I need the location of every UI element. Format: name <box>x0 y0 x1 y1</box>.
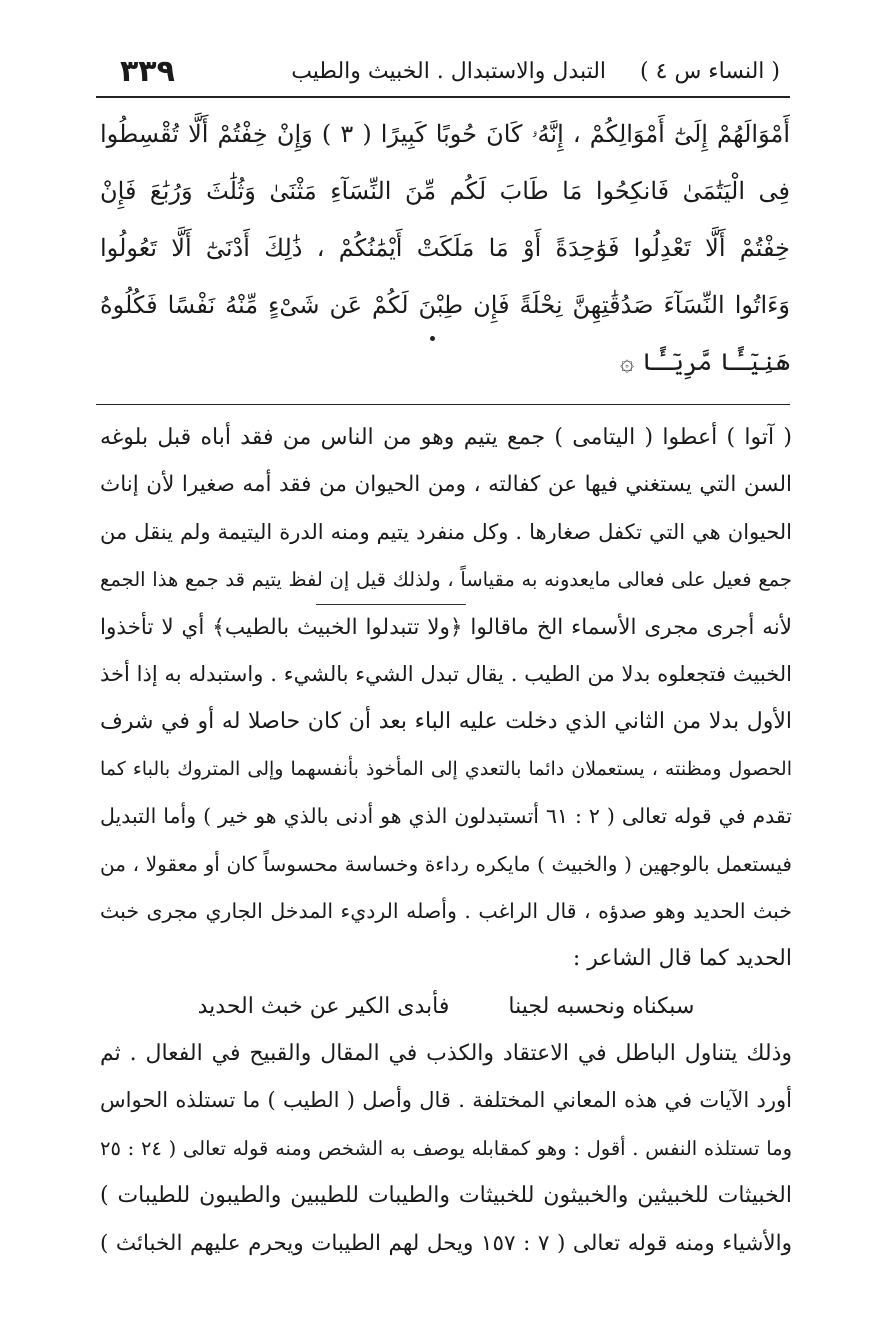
page-topic: التبدل والاستبدال . الخبيث والطيب <box>291 58 607 84</box>
verse-line: وَءَاتُوا النِّسَآءَ صَدُقَٰتِهِنَّ نِحْلَةً فَإِن طِبْنَ لَكُمْ عَن شَىْءٍ مِّنْهُ نَفْسًا فَكُلُوهُ <box>100 291 790 319</box>
commentary-line: الخبيث فتجعلوه بدلا من الطيب . يقال تبدل الشيء بالشيء . واستبدله به إذا أخذ <box>100 661 792 686</box>
commentary-line: وما تستلذه النفس . أقول : وهو كمقابله يوصف به الشخص ومنه قوله تعالى ( ٢٤ : ٢٥ <box>100 1136 792 1160</box>
poem-verse <box>100 983 792 1030</box>
verse-line: هَنِيٓـًٔا مَّرِيٓـًٔا ۞ <box>620 348 790 376</box>
commentary-line: الخبيثات للخبيثين والخبيثون للخبيثات والطيبات للطيبين والطيبون للطيبات ) <box>100 1183 792 1209</box>
surah-reference: ( النساء س ٤ ) <box>640 58 780 84</box>
verse-commentary-divider <box>96 404 790 405</box>
commentary-line: وذلك يتناول الباطل في الاعتقاد والكذب في المقال والقبيح في الفعال . ثم <box>100 1041 792 1067</box>
running-header <box>120 52 780 90</box>
header-rule <box>96 96 790 98</box>
verse-line: أَمْوَالَهُمْ إِلَىٰٓ أَمْوَالِكُمْ ، إِنَّهُۥ كَانَ حُوبًا كَبِيرًا ( ٣ ) وَإِنْ خِفْتُمْ أَلَّا تُقْسِطُوا <box>100 120 790 148</box>
commentary-line: أورد الآيات في هذه المعاني المختلفة . قال وأصل ( الطيب ) ما تستلذه الحواس <box>100 1088 792 1113</box>
commentary-line: الأول بدلا من الثاني الذي دخلت عليه الباء بعد أن كان حاصلا له أو في شرف <box>100 709 792 735</box>
verse-line: خِفْتُمْ أَلَّا تَعْدِلُوا فَوَٰحِدَةً أَوْ مَا مَلَكَتْ أَيْمَٰنُكُمْ ، ذَٰلِكَ أَدْنَىٰٓ أَلَّا تَعُولُوا <box>100 234 790 262</box>
commentary-line: جمع فعيل على فعالى مايعدونه به مقياساً ، ولذلك قيل إن لفظ يتيم قد جمع هذا الجمع <box>100 568 792 592</box>
commentary-line: السن التي يستغني فيها عن كفالته ، ومن الحيوان من فقد أمه صغيرا لأن إناث <box>100 472 792 498</box>
quoted-verse-underline <box>316 604 466 605</box>
verse-line: فِى الْيَتَٰمَىٰ فَانكِحُوا مَا طَابَ لَكُم مِّنَ النِّسَآءِ مَثْنَىٰ وَثُلَٰثَ وَرُبَٰعَ فَإِنْ <box>100 177 790 205</box>
commentary-line: والأشياء ومنه قوله تعالى ( ٧ : ١٥٧ ويحل لهم الطيبات ويحرم عليهم الخبائث ) <box>100 1230 792 1256</box>
commentary-line: خبث الحديد وهو صدؤه ، قال الراغب . وأصله الرديء المدخل الجاري مجرى خبث <box>100 898 792 923</box>
print-speck <box>430 336 435 341</box>
commentary-line: الحصول ومظنته ، يستعملان دائما بالتعدي إلى المأخوذ بأنفسهما وإلى المتروك بالباء كما <box>100 757 792 780</box>
commentary-line: الحديد كما قال الشاعر : <box>572 946 792 972</box>
commentary-block <box>100 414 792 1267</box>
commentary-line: تقدم في قوله تعالى ( ٢ : ٦١ أتستبدلون الذي هو أدنى بالذي هو خير ) وأما التبديل <box>100 804 792 829</box>
quran-verse-block <box>100 106 790 391</box>
commentary-line: لأنه أجرى مجرى الأسماء الخ ماقالوا ﴿ولا تتبدلوا الخبيث بالطيب﴾ أي لا تأخذوا <box>100 614 792 640</box>
poem-hemistich-first: سبكناه ونحسبه لجينا <box>508 993 695 1019</box>
poem-hemistich-second: فأبدى الكير عن خبث الحديد <box>197 993 450 1019</box>
commentary-line: الحيوان هي التي تكفل صغارها . وكل منفرد يتيم ومنه الدرة اليتيمة ولم ينقل من <box>100 519 792 544</box>
commentary-line: فيستعمل بالوجهين ( والخبيث ) مايكره رداءة وخساسة محسوساً كان أو معقولا ، من <box>100 851 792 876</box>
commentary-line: ( آتوا ) أعطوا ( اليتامى ) جمع يتيم وهو من الناس من فقد أباه قبل بلوغه <box>100 425 792 450</box>
page-number: ٣٣٩ <box>120 53 175 89</box>
